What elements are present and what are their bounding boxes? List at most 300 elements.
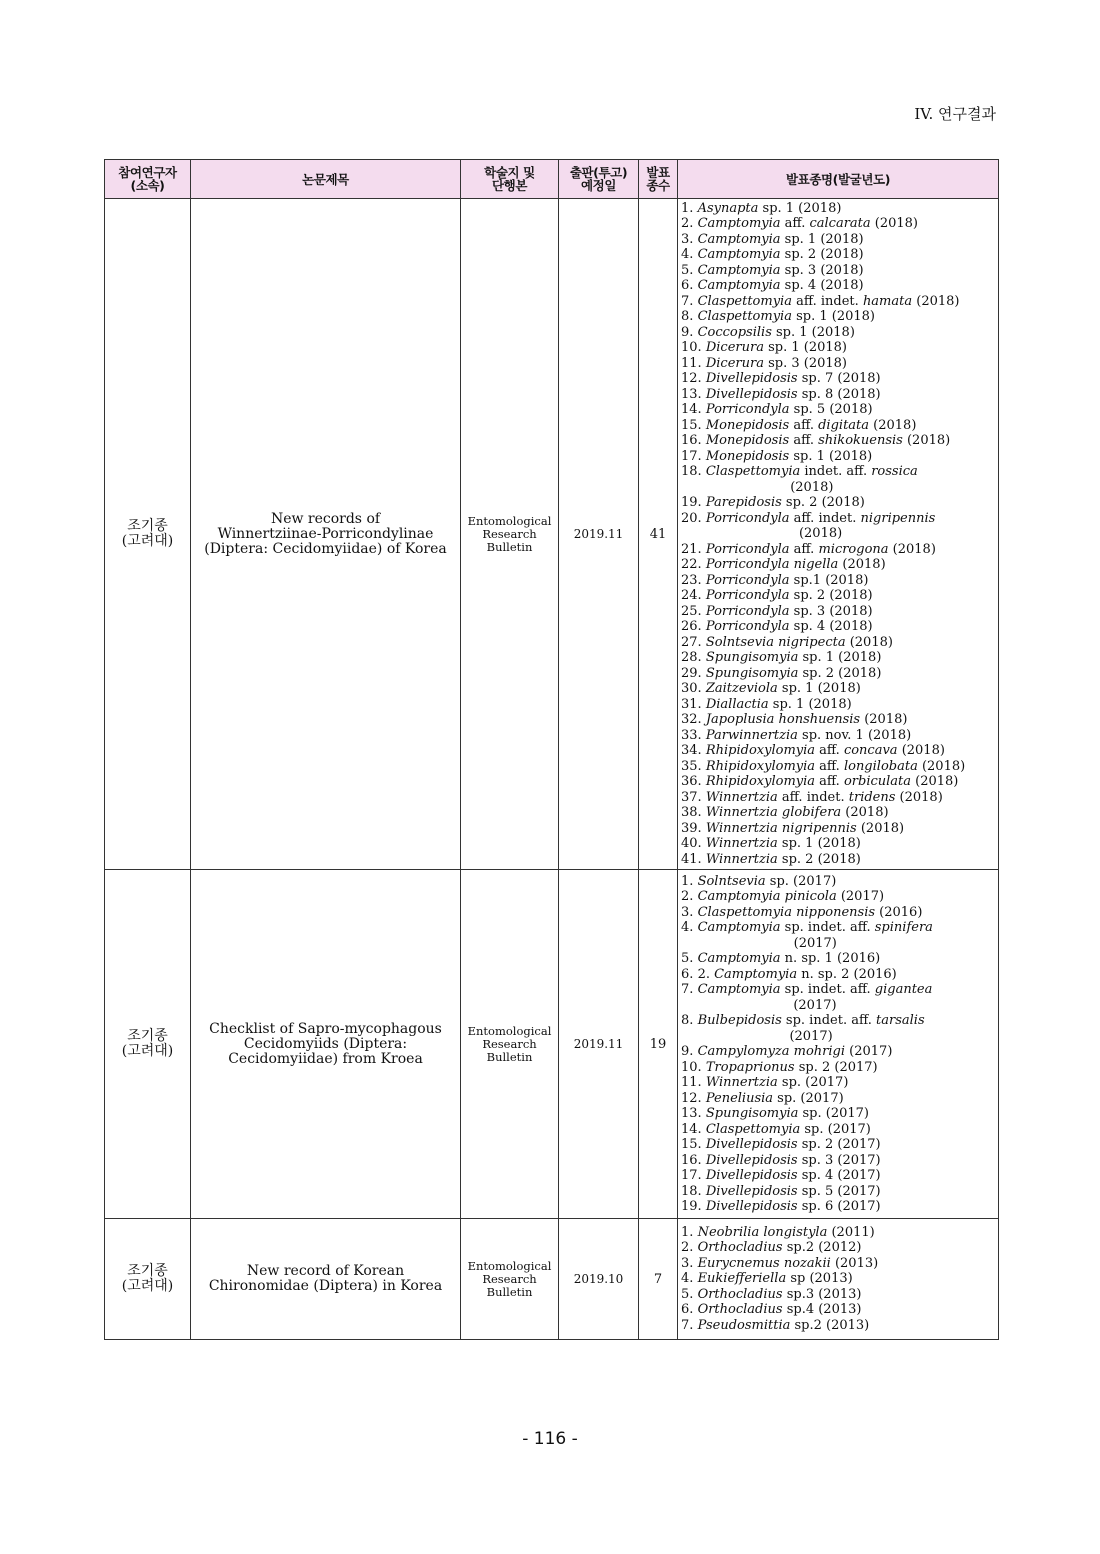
taxon-name-italic: Monepidosis (705, 448, 790, 464)
publication-date-cell: 2019.11 (559, 870, 639, 1219)
species-number: 8. (681, 309, 694, 325)
researcher-cell: 조기종 (고려대) (105, 199, 191, 870)
taxon-name-italic: Orthocladius (697, 1286, 783, 1302)
column-header-date: 출판(투고) 예정일 (559, 160, 639, 199)
species-number: 5. (681, 951, 694, 966)
species-name (706, 464, 918, 495)
taxon-qualifier: (2018) (902, 433, 951, 449)
species-list-item (681, 232, 995, 248)
taxon-name-italic: Pseudosmittia (697, 1317, 791, 1333)
species-list-item (681, 982, 995, 1013)
species-number: 17. (681, 448, 702, 464)
taxon-name-italic: Monepidosis (705, 433, 790, 449)
species-name (698, 309, 875, 325)
species-name (706, 1091, 844, 1107)
taxon-name-italic: Claspettomyia (705, 464, 801, 480)
taxon-name-italic: Bulbepidosis (697, 1013, 782, 1028)
taxon-name-italic: Camptomyia (714, 966, 798, 982)
species-list-item (681, 1075, 995, 1091)
taxon-name-italic: Winnertzia (705, 836, 778, 852)
species-number: 6. (681, 1302, 694, 1318)
species-list-item (681, 1287, 995, 1303)
species-number: 11. (681, 355, 702, 371)
species-number: 3. (681, 1255, 694, 1271)
species-name (706, 542, 936, 558)
taxon-qualifier: sp. 7 (2018) (797, 371, 881, 387)
species-number: 26. (681, 619, 702, 635)
taxon-qualifier: sp. 1 (2018) (758, 200, 842, 216)
species-list-item (681, 216, 995, 232)
species-name (698, 1240, 862, 1256)
species-name (698, 216, 918, 232)
page-number: - 116 - (522, 1429, 578, 1449)
taxon-qualifier: (2018) (790, 479, 834, 495)
taxon-qualifier: sp. 1 (2018) (798, 650, 882, 666)
species-number: 5. (681, 1286, 694, 1302)
taxon-name-italic: Eukiefferiella (697, 1271, 787, 1287)
species-name (698, 263, 864, 279)
taxon-name-italic: Camptomyia (697, 216, 781, 232)
taxon-name-italic: Peneliusia (705, 1090, 774, 1106)
species-list-item (681, 604, 995, 620)
species-list-item (681, 1199, 995, 1215)
species-number: 29. (681, 665, 702, 681)
species-list-item (681, 247, 995, 263)
species-list-item (681, 790, 995, 806)
taxon-qualifier: (2018) (838, 557, 886, 573)
taxon-qualifier: (2018) (798, 526, 843, 542)
species-count-cell: 41 (639, 199, 678, 870)
taxon-qualifier: (2018) (917, 758, 966, 774)
species-list-item (681, 309, 995, 325)
taxon-name-italic: Camptomyia pinicola (697, 889, 837, 904)
species-list-item (681, 712, 995, 728)
species-name (706, 557, 886, 573)
taxon-qualifier: (2018) (869, 417, 917, 433)
species-name (698, 325, 855, 341)
species-list-item (681, 619, 995, 635)
species-list-item (681, 511, 995, 542)
species-number: 9. (681, 324, 694, 340)
species-name (706, 1199, 881, 1215)
species-list-item (681, 1240, 995, 1256)
species-number: 4. (681, 247, 694, 263)
taxon-name-italic: Porricondyla (705, 541, 790, 557)
species-list-item (681, 1318, 995, 1334)
taxon-name-italic: Camptomyia (697, 262, 781, 278)
species-number: 12. (681, 1090, 702, 1106)
species-list-item (681, 340, 995, 356)
taxon-qualifier: aff. indet. (777, 789, 849, 805)
taxon-qualifier: sp. 2 (2018) (777, 851, 861, 867)
species-number: 6. (681, 278, 694, 294)
taxon-name-italic: shikokuensis (818, 433, 903, 449)
taxon-name-italic: Divellepidosis (705, 386, 798, 402)
taxon-qualifier: aff. (789, 541, 819, 557)
species-number: 1. (681, 200, 694, 216)
taxon-qualifier: sp. 3 (2017) (797, 1152, 881, 1168)
researcher-cell: 조기종 (고려대) (105, 1219, 191, 1340)
taxon-name-italic: Porricondyla (705, 510, 790, 526)
taxon-name-italic: rossica (871, 464, 918, 480)
species-name (698, 1225, 875, 1241)
species-list-item (681, 387, 995, 403)
taxon-qualifier: sp. 1 (2018) (777, 836, 861, 852)
species-number: 37. (681, 789, 702, 805)
species-list-item (681, 666, 995, 682)
species-number: 5. (681, 262, 694, 278)
species-list-item (681, 1106, 995, 1122)
taxon-qualifier: (2018) (845, 634, 893, 650)
species-name (706, 418, 917, 434)
species-list-item (681, 889, 995, 905)
species-list-item (681, 495, 995, 511)
taxon-name-italic: Camptomyia (697, 982, 781, 997)
taxon-name-italic: Solntsevia (697, 873, 766, 889)
taxon-qualifier: sp. (2017) (798, 1106, 869, 1121)
taxon-qualifier: sp. 1 (2018) (780, 231, 864, 247)
species-number: 10. (681, 340, 702, 356)
taxon-qualifier: sp. 5 (2017) (797, 1183, 881, 1199)
species-list-item (681, 402, 995, 418)
taxon-qualifier: aff. (815, 743, 844, 759)
taxon-qualifier: sp. 1 (2018) (763, 340, 847, 356)
research-results-table (104, 159, 999, 1340)
taxon-name-italic: Parepidosis (705, 495, 782, 511)
species-number: 40. (681, 836, 702, 852)
taxon-qualifier: aff. (789, 433, 819, 449)
species-list-item (681, 542, 995, 558)
species-list-item (681, 852, 995, 868)
paper-title-cell: New record of Korean Chironomidae (Diptera) in Korea (191, 1219, 461, 1340)
species-number: 19. (681, 1199, 702, 1214)
taxon-qualifier: sp.3 (2013) (782, 1286, 862, 1302)
species-number: 27. (681, 634, 702, 650)
taxon-qualifier: sp. (2017) (777, 1075, 849, 1090)
species-name (698, 967, 897, 983)
species-number: 34. (681, 743, 702, 759)
species-number: 21. (681, 541, 702, 557)
species-list-item (681, 1302, 995, 1318)
species-name (706, 650, 882, 666)
taxon-qualifier: sp.1 (2018) (789, 572, 869, 588)
species-list-item (681, 1271, 995, 1287)
species-name (698, 1287, 862, 1303)
taxon-name-italic: Spungisomyia (705, 650, 799, 666)
taxon-name-italic: Rhipidoxylomyia (705, 758, 816, 774)
species-list-item (681, 650, 995, 666)
journal-cell: Entomological Research Bulletin (461, 870, 559, 1219)
taxon-qualifier: (2018) (870, 216, 919, 232)
species-number: 6. (681, 966, 694, 982)
species-list-item (681, 874, 995, 890)
species-list-item (681, 1060, 995, 1076)
species-number: 9. (681, 1044, 694, 1059)
taxon-qualifier: 2. (697, 966, 715, 982)
taxon-name-italic: Dicerura (705, 340, 764, 356)
journal-cell: Entomological Research Bulletin (461, 199, 559, 870)
species-list-item (681, 433, 995, 449)
taxon-qualifier: sp. 1 (2018) (789, 448, 873, 464)
taxon-name-italic: gigantea (874, 982, 933, 997)
species-list (681, 201, 995, 868)
taxon-name-italic: Claspettomyia (705, 1121, 801, 1137)
species-name (698, 247, 864, 263)
taxon-name-italic: orbiculata (843, 774, 912, 790)
species-name (698, 982, 933, 1013)
taxon-name-italic: Camptomyia (697, 920, 781, 935)
taxon-name-italic: Asynapta (697, 200, 759, 216)
taxon-qualifier: (2017) (793, 935, 837, 951)
species-list-item (681, 1137, 995, 1153)
species-name (698, 1271, 853, 1287)
species-name (698, 1044, 893, 1060)
taxon-qualifier: sp. 2 (2018) (780, 247, 864, 263)
species-name (706, 1122, 871, 1138)
taxon-name-italic: Winnertzia (705, 789, 778, 805)
species-number: 13. (681, 386, 702, 402)
taxon-qualifier: (2018) (897, 743, 945, 759)
paper-title-cell: New records of Winnertziinae-Porricondylinae (Diptera: Cecidomyiidae) of Korea (191, 199, 461, 870)
species-number: 2. (681, 216, 694, 232)
taxon-qualifier: sp. 1 (2018) (768, 696, 852, 712)
species-number: 7. (681, 982, 694, 997)
taxon-name-italic: Spungisomyia (705, 665, 799, 681)
species-list-item (681, 325, 995, 341)
taxon-qualifier: aff. indet. (791, 293, 863, 309)
taxon-name-italic: Porricondyla (705, 402, 790, 418)
taxon-qualifier: sp. 3 (2018) (789, 603, 873, 619)
species-name (698, 951, 881, 967)
species-name (706, 821, 904, 837)
species-name (706, 356, 847, 372)
taxon-qualifier: sp. 4 (2017) (797, 1168, 881, 1183)
species-name (706, 681, 861, 697)
taxon-qualifier: sp. 3 (2018) (763, 355, 847, 371)
taxon-qualifier: sp. 1 (2018) (771, 324, 855, 340)
species-list-item (681, 951, 995, 967)
taxon-name-italic: Neobrilia longistyla (697, 1224, 828, 1240)
species-number: 1. (681, 873, 694, 889)
species-number: 3. (681, 231, 694, 247)
species-number: 15. (681, 417, 702, 433)
species-number: 35. (681, 758, 702, 774)
taxon-name-italic: Claspettomyia (697, 309, 792, 325)
taxon-qualifier: sp. indet. aff. (781, 1013, 877, 1028)
taxon-name-italic: spinifera (874, 920, 933, 935)
species-list-item (681, 635, 995, 651)
species-number: 11. (681, 1075, 702, 1090)
species-name (698, 278, 864, 294)
species-number: 15. (681, 1137, 702, 1152)
taxon-name-italic: Claspettomyia nipponensis (697, 904, 876, 920)
column-header-species: 발표종명(발굴년도) (678, 160, 999, 199)
species-list-item (681, 743, 995, 759)
taxon-qualifier: aff. (789, 417, 819, 433)
taxon-qualifier: sp. 6 (2017) (797, 1199, 881, 1214)
species-list-item (681, 1091, 995, 1107)
species-name (706, 1106, 869, 1122)
species-number: 14. (681, 402, 702, 418)
section-header: IV. 연구결과 (914, 105, 996, 123)
column-header-title: 논문제목 (191, 160, 461, 199)
species-list-item (681, 573, 995, 589)
table-header-row (105, 160, 999, 199)
species-name (706, 1137, 881, 1153)
species-list-item (681, 1153, 995, 1169)
species-number: 18. (681, 1183, 702, 1199)
taxon-name-italic: Orthocladius (697, 1302, 783, 1318)
table-row (105, 870, 999, 1219)
species-name (706, 666, 882, 682)
species-list-item (681, 464, 995, 495)
taxon-qualifier: (2018) (860, 712, 908, 728)
taxon-name-italic: Divellepidosis (705, 1199, 798, 1214)
taxon-name-italic: nigripennis (860, 510, 936, 526)
taxon-qualifier: sp. indet. aff. (780, 982, 875, 997)
taxon-name-italic: Porricondyla (705, 572, 790, 588)
paper-title-cell: Checklist of Sapro-mycophagous Cecidomyiids (Diptera: Cecidomyiidae) from Kroea (191, 870, 461, 1219)
species-name (698, 294, 960, 310)
taxon-qualifier: sp. (2017) (773, 1090, 844, 1106)
species-number: 25. (681, 603, 702, 619)
species-list-item (681, 697, 995, 713)
taxon-name-italic: Japoplusia honshuensis (705, 712, 861, 728)
species-list-item (681, 821, 995, 837)
taxon-name-italic: Divellepidosis (705, 371, 798, 387)
species-number: 33. (681, 727, 702, 743)
taxon-qualifier: (2018) (895, 789, 943, 805)
taxon-name-italic: Camptomyia (697, 247, 781, 263)
species-list-item (681, 759, 995, 775)
taxon-qualifier: sp. 1 (2018) (777, 681, 861, 697)
taxon-qualifier: (2018) (888, 541, 936, 557)
species-name (706, 852, 861, 868)
taxon-name-italic: Zaitzeviola (705, 681, 778, 697)
taxon-name-italic: longilobata (843, 758, 918, 774)
taxon-qualifier: (2018) (841, 805, 889, 821)
species-name (706, 805, 889, 821)
taxon-qualifier: aff. indet. (789, 510, 861, 526)
species-list-item (681, 774, 995, 790)
species-list-cell (678, 199, 999, 870)
species-list-item (681, 588, 995, 604)
species-list-item (681, 728, 995, 744)
species-name (698, 874, 837, 890)
taxon-qualifier: (2011) (827, 1224, 875, 1240)
taxon-qualifier: (2017) (793, 997, 837, 1013)
species-list-item (681, 1044, 995, 1060)
taxon-name-italic: Winnertzia globifera (705, 805, 842, 821)
taxon-name-italic: digitata (818, 417, 870, 433)
taxon-name-italic: Winnertzia (705, 1075, 778, 1090)
taxon-qualifier: sp.2 (2012) (782, 1240, 862, 1256)
taxon-qualifier: (2017) (789, 1028, 833, 1044)
species-number: 7. (681, 293, 694, 309)
taxon-qualifier: (2016) (875, 904, 923, 920)
species-list-item (681, 681, 995, 697)
species-number: 16. (681, 433, 702, 449)
species-name (706, 402, 873, 418)
taxon-name-italic: Rhipidoxylomyia (705, 774, 816, 790)
taxon-name-italic: Claspettomyia (697, 293, 792, 309)
taxon-qualifier: sp. indet. aff. (780, 920, 875, 935)
species-list-item (681, 1013, 995, 1044)
taxon-qualifier: sp.4 (2013) (782, 1302, 862, 1318)
species-name (698, 889, 885, 905)
species-number: 32. (681, 712, 702, 728)
species-number: 30. (681, 681, 702, 697)
species-name (706, 712, 908, 728)
species-number: 36. (681, 774, 702, 790)
species-name (706, 790, 943, 806)
species-number: 12. (681, 371, 702, 387)
species-name (706, 1075, 849, 1091)
species-number: 16. (681, 1152, 702, 1168)
species-number: 3. (681, 904, 694, 920)
species-name (698, 201, 842, 217)
taxon-qualifier: sp. 4 (2018) (789, 619, 873, 635)
species-list-item (681, 371, 995, 387)
column-header-count: 발표 종수 (639, 160, 678, 199)
taxon-name-italic: Winnertzia (705, 851, 778, 867)
taxon-name-italic: Parwinnertzia (705, 727, 798, 743)
taxon-qualifier: sp (2013) (786, 1271, 853, 1287)
species-name (706, 1168, 881, 1184)
species-number: 22. (681, 557, 702, 573)
taxon-qualifier: sp. 2 (2017) (797, 1137, 881, 1152)
species-number: 39. (681, 820, 702, 836)
species-name (706, 774, 959, 790)
species-number: 20. (681, 510, 702, 526)
species-name (698, 920, 933, 951)
species-name (706, 1184, 881, 1200)
taxon-qualifier: n. sp. 1 (2016) (780, 951, 881, 966)
species-number: 14. (681, 1121, 702, 1137)
species-list-item (681, 201, 995, 217)
taxon-name-italic: Orthocladius (697, 1240, 783, 1256)
taxon-name-italic: tridens (848, 789, 896, 805)
table-row (105, 199, 999, 870)
taxon-name-italic: Porricondyla (705, 588, 790, 604)
species-name (706, 340, 847, 356)
species-name (706, 836, 861, 852)
species-number: 24. (681, 588, 702, 604)
species-number: 7. (681, 1317, 694, 1333)
species-count-cell: 19 (639, 870, 678, 1219)
taxon-name-italic: hamata (862, 293, 913, 309)
taxon-qualifier: sp. 3 (2018) (780, 262, 864, 278)
taxon-qualifier: n. sp. 2 (2016) (797, 966, 897, 982)
species-name (706, 433, 950, 449)
taxon-name-italic: Porricondyla nigella (705, 557, 839, 573)
journal-cell: Entomological Research Bulletin (461, 1219, 559, 1340)
species-number: 38. (681, 805, 702, 821)
taxon-qualifier: (2017) (845, 1044, 893, 1059)
taxon-name-italic: microgona (818, 541, 889, 557)
taxon-qualifier: (2018) (856, 820, 905, 836)
taxon-qualifier: sp. (2017) (765, 873, 837, 889)
column-header-journal: 학술지 및 단행본 (461, 160, 559, 199)
species-list (681, 1225, 995, 1334)
taxon-qualifier: sp.2 (2013) (790, 1317, 870, 1333)
taxon-qualifier: sp. 2 (2018) (781, 495, 865, 511)
species-list-item (681, 1122, 995, 1138)
taxon-qualifier: sp. 1 (2018) (791, 309, 875, 325)
taxon-name-italic: Dicerura (705, 355, 764, 371)
taxon-name-italic: Porricondyla (705, 603, 790, 619)
species-name (706, 573, 869, 589)
